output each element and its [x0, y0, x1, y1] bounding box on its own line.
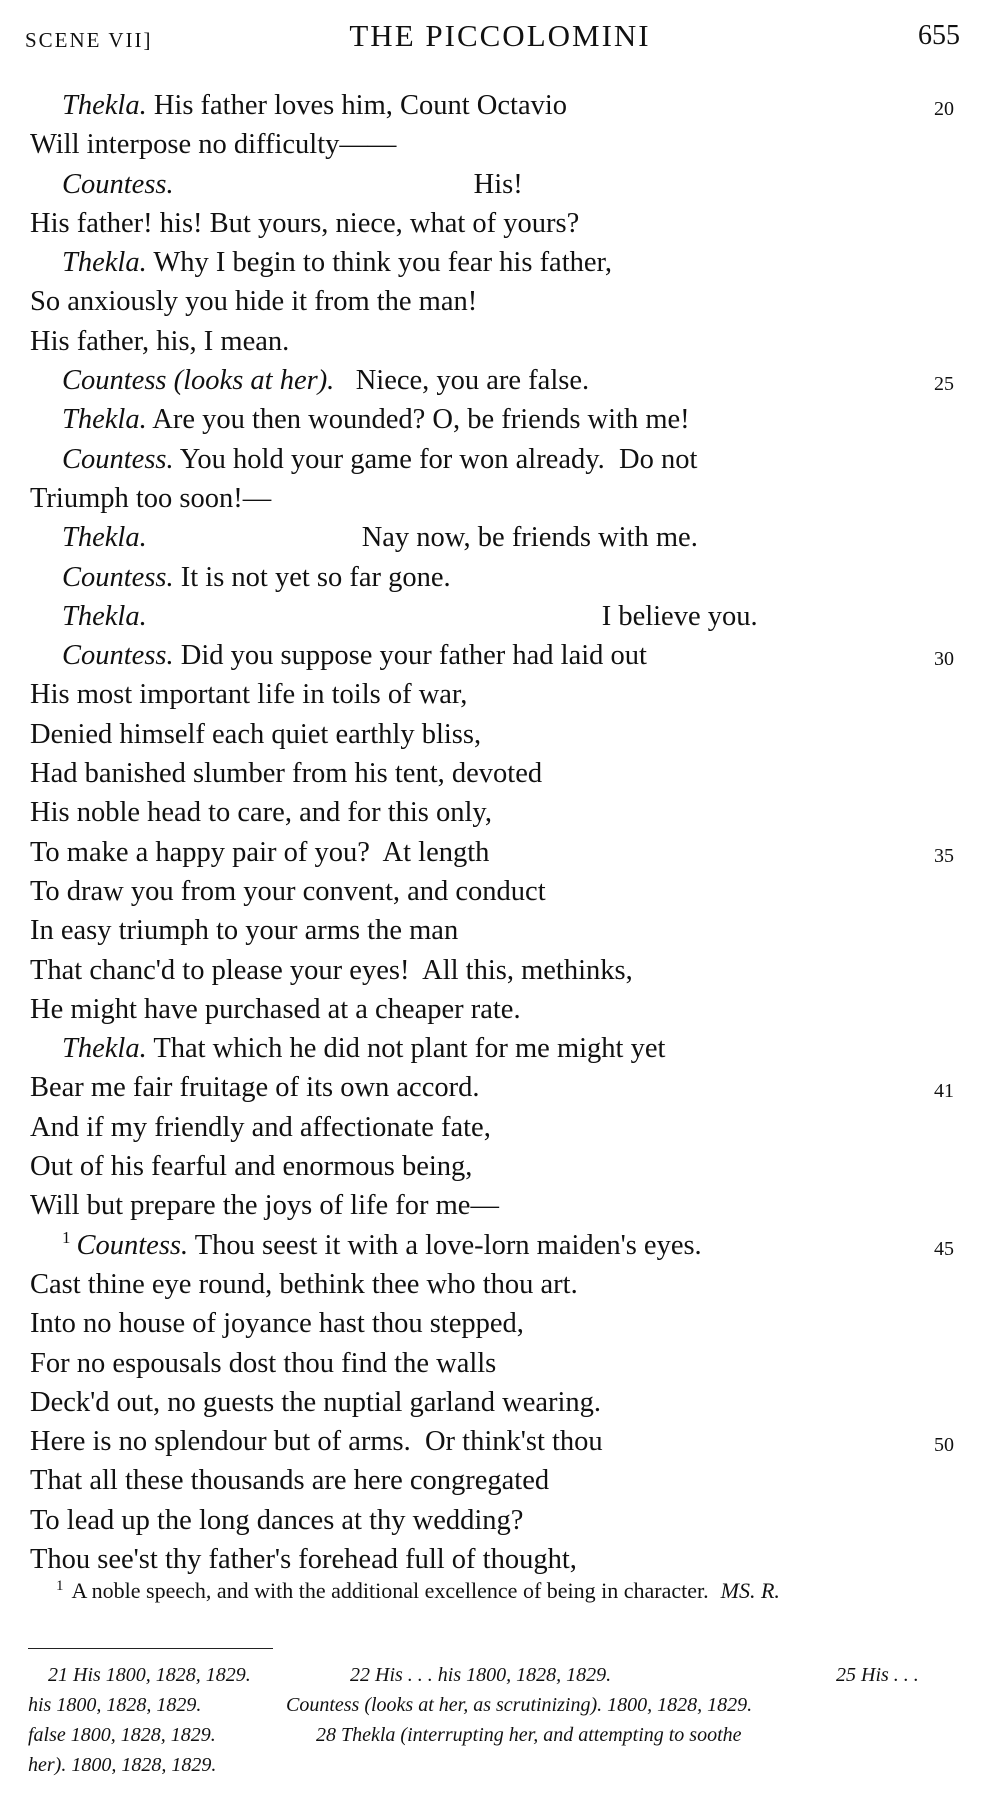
verse-line — [0, 1068, 1000, 1107]
verse-line-text — [30, 1540, 577, 1579]
verse-line — [0, 636, 1000, 675]
footnote — [28, 1575, 968, 1606]
line-text: His father loves him, Count Octavio — [146, 90, 568, 121]
line-text: That chanc'd to please your eyes! All this, methinks, — [30, 954, 633, 986]
verse-line — [0, 1265, 1000, 1304]
line-number: 45 — [934, 1237, 954, 1260]
variant-row — [28, 1690, 973, 1720]
line-text: His most important life in toils of war, — [30, 679, 468, 711]
verse-line — [0, 400, 1000, 439]
footnote-rule — [28, 1648, 273, 1649]
footnote-marker: 1 — [56, 1577, 64, 1594]
variant-25: 25 His . . . — [836, 1664, 919, 1686]
verse-line-text — [62, 400, 690, 439]
line-text: Did you suppose your father had laid out — [173, 640, 647, 672]
variant-22: 22 His . . . his 1800, 1828, 1829. — [350, 1664, 612, 1686]
verse-line-text — [30, 1461, 549, 1500]
verse-line — [0, 1383, 1000, 1422]
verse-line-text — [62, 440, 697, 479]
speaker-name: Countess. — [62, 561, 174, 593]
verse-line — [0, 1108, 1000, 1147]
verse-line-text — [30, 282, 477, 321]
line-text: And if my friendly and affectionate fate, — [30, 1111, 491, 1143]
page-title: THE PICCOLOMINI — [349, 18, 651, 53]
line-number: 20 — [934, 98, 954, 120]
line-text: His! — [473, 168, 523, 200]
verse-line-text — [30, 1147, 472, 1186]
verse-line-text — [30, 1422, 603, 1461]
verse-line-text — [30, 1068, 479, 1107]
verse-line — [0, 597, 1000, 636]
line-text: His father, his, I mean. — [30, 325, 290, 357]
line-text: Niece, you are false. — [334, 365, 590, 397]
speaker-name: Thekla. — [62, 522, 147, 554]
verse-line-text — [30, 1344, 496, 1383]
variant-row — [28, 1750, 973, 1780]
verse-line — [0, 1540, 1000, 1579]
speaker-name: Thekla. — [62, 1033, 147, 1065]
speaker-name: Countess. — [62, 640, 174, 672]
verse-line-text — [30, 990, 521, 1029]
verse-line-text — [62, 636, 647, 675]
verse-line — [0, 165, 1000, 204]
line-text: Will interpose no difficulty—— — [30, 129, 397, 161]
verse-line — [0, 1422, 1000, 1461]
speaker-name: Countess (looks at her). — [62, 365, 335, 397]
line-text: In easy triumph to your arms the man — [30, 915, 459, 947]
footnote-text: A noble speech, and with the additional excellence of being in character. — [71, 1578, 709, 1603]
speaker-name: Thekla. — [62, 600, 147, 632]
line-text: Triumph too soon!— — [30, 482, 272, 514]
verse-line-text — [62, 518, 698, 557]
verse-line-text — [30, 1501, 523, 1540]
verse-line — [0, 833, 1000, 872]
line-text: That all these thousands are here congregated — [30, 1465, 550, 1497]
scene-label: SCENE VII] — [25, 28, 153, 52]
verse-line-text — [30, 1304, 524, 1343]
verse-line-text — [62, 1029, 665, 1068]
line-text: I believe you. — [601, 600, 758, 632]
verse-line-text — [62, 243, 612, 282]
line-text: Denied himself each quiet earthly bliss, — [30, 718, 482, 750]
verse-line — [0, 440, 1000, 479]
line-text: To draw you from your convent, and conduct — [30, 875, 546, 907]
verse-line — [0, 204, 1000, 243]
line-text: Cast thine eye round, bethink thee who thou art. — [30, 1268, 578, 1300]
verse-line — [0, 86, 1000, 125]
verse-line-text — [30, 951, 633, 990]
verse-line-text — [30, 1108, 491, 1147]
line-text: Why I begin to think you fear his father, — [146, 247, 612, 279]
line-text: Are you then wounded? O, be friends with me! — [146, 404, 690, 436]
footnote-source: MS. R. — [720, 1578, 780, 1603]
verse-line — [0, 793, 1000, 832]
verse-line — [0, 282, 1000, 321]
line-text: That which he did not plant for me might yet — [146, 1033, 666, 1065]
variant-row — [28, 1660, 973, 1690]
verse-line — [0, 1186, 1000, 1225]
variant-28: 28 Thekla (interrupting her, and attempting to soothe — [316, 1724, 742, 1746]
verse-line — [0, 1501, 1000, 1540]
speaker-name: Countess. — [76, 1229, 189, 1261]
verse-line-text — [62, 361, 589, 400]
verse-line — [0, 951, 1000, 990]
line-text: Will but prepare the joys of life for me— — [30, 1190, 499, 1222]
verse-line-text — [62, 165, 523, 204]
verse-line-text — [62, 558, 451, 597]
line-text: To make a happy pair of you? At length — [30, 836, 490, 868]
line-text: His noble head to care, and for this only, — [30, 797, 492, 829]
verse-line — [0, 872, 1000, 911]
line-text: Out of his fearful and enormous being, — [30, 1151, 473, 1183]
verse-line-text — [30, 1186, 499, 1225]
verse-line — [0, 518, 1000, 557]
verse-line-text — [30, 715, 481, 754]
verse-body — [0, 86, 1000, 1579]
line-number: 50 — [934, 1434, 954, 1457]
verse-line-text — [30, 754, 542, 793]
variant-25-countess: Countess (looks at her, as scrutinizing). 1800, 1828, 1829. — [286, 1694, 753, 1716]
verse-line — [0, 125, 1000, 164]
line-text: Into no house of joyance hast thou stepped, — [30, 1308, 524, 1340]
line-text: To lead up the long dances at thy wedding? — [30, 1504, 524, 1536]
variant-25-false: false 1800, 1828, 1829. — [28, 1724, 216, 1746]
line-number: 41 — [934, 1080, 954, 1103]
verse-line — [0, 1461, 1000, 1500]
verse-line — [0, 715, 1000, 754]
line-text: He might have purchased at a cheaper rate. — [30, 993, 521, 1025]
footnote-reference: 1 — [62, 1228, 71, 1248]
variant-row — [28, 1720, 973, 1750]
verse-line-text — [30, 204, 579, 243]
verse-line — [0, 1304, 1000, 1343]
verse-line-text — [30, 1383, 601, 1422]
verse-line-text — [30, 675, 467, 714]
speaker-name: Thekla. — [62, 90, 147, 121]
verse-line — [0, 1147, 1000, 1186]
line-text: Bear me fair fruitage of its own accord. — [30, 1072, 480, 1104]
line-text: Thou see'st thy father's forehead full of thought, — [30, 1543, 577, 1575]
verse-line-text — [30, 793, 492, 832]
verse-line — [0, 361, 1000, 400]
line-text: Deck'd out, no guests the nuptial garland wearing. — [30, 1386, 602, 1418]
line-number: 35 — [934, 844, 954, 867]
verse-line — [0, 754, 1000, 793]
verse-line — [0, 243, 1000, 282]
verse-line — [0, 1226, 1000, 1265]
verse-line-text — [62, 1226, 702, 1265]
verse-line-text — [30, 125, 396, 164]
speaker-name: Thekla. — [62, 247, 147, 279]
verse-line-text — [30, 872, 546, 911]
variant-25-cont: his 1800, 1828, 1829. — [28, 1694, 202, 1716]
verse-line — [0, 479, 1000, 518]
line-text: You hold your game for won already. Do not — [173, 443, 698, 475]
verse-line — [0, 911, 1000, 950]
line-text: It is not yet so far gone. — [173, 561, 451, 593]
line-text: Nay now, be friends with me. — [361, 522, 698, 554]
line-text: So anxiously you hide it from the man! — [30, 286, 478, 318]
verse-line — [0, 1344, 1000, 1383]
variant-21: 21 His 1800, 1828, 1829. — [48, 1664, 251, 1686]
running-head — [0, 18, 1000, 58]
verse-line-text — [30, 911, 458, 950]
verse-line — [0, 558, 1000, 597]
verse-line-text — [30, 1265, 578, 1304]
verse-line — [0, 675, 1000, 714]
line-text: His father! his! But yours, niece, what of yours? — [30, 207, 580, 239]
page-number: 655 — [918, 20, 960, 51]
verse-line-text — [30, 322, 289, 361]
line-text: Had banished slumber from his tent, devoted — [30, 758, 543, 790]
verse-line-text — [62, 597, 758, 636]
line-text: Here is no splendour but of arms. Or think'st thou — [30, 1426, 603, 1458]
verse-line — [0, 990, 1000, 1029]
line-number: 30 — [934, 648, 954, 671]
line-text: For no espousals dost thou find the walls — [30, 1347, 497, 1379]
verse-line — [0, 1029, 1000, 1068]
speaker-name: Countess. — [62, 168, 174, 200]
textual-variants — [28, 1660, 973, 1780]
variant-28-cont: her). 1800, 1828, 1829. — [28, 1754, 217, 1776]
speaker-name: Countess. — [62, 443, 174, 475]
verse-line-text — [30, 833, 489, 872]
line-text: Thou seest it with a love-lorn maiden's eyes. — [188, 1229, 702, 1261]
verse-line-text — [30, 479, 271, 518]
line-number: 25 — [934, 373, 954, 396]
speaker-name: Thekla. — [62, 404, 147, 436]
verse-line-text — [62, 86, 567, 125]
verse-line — [0, 322, 1000, 361]
